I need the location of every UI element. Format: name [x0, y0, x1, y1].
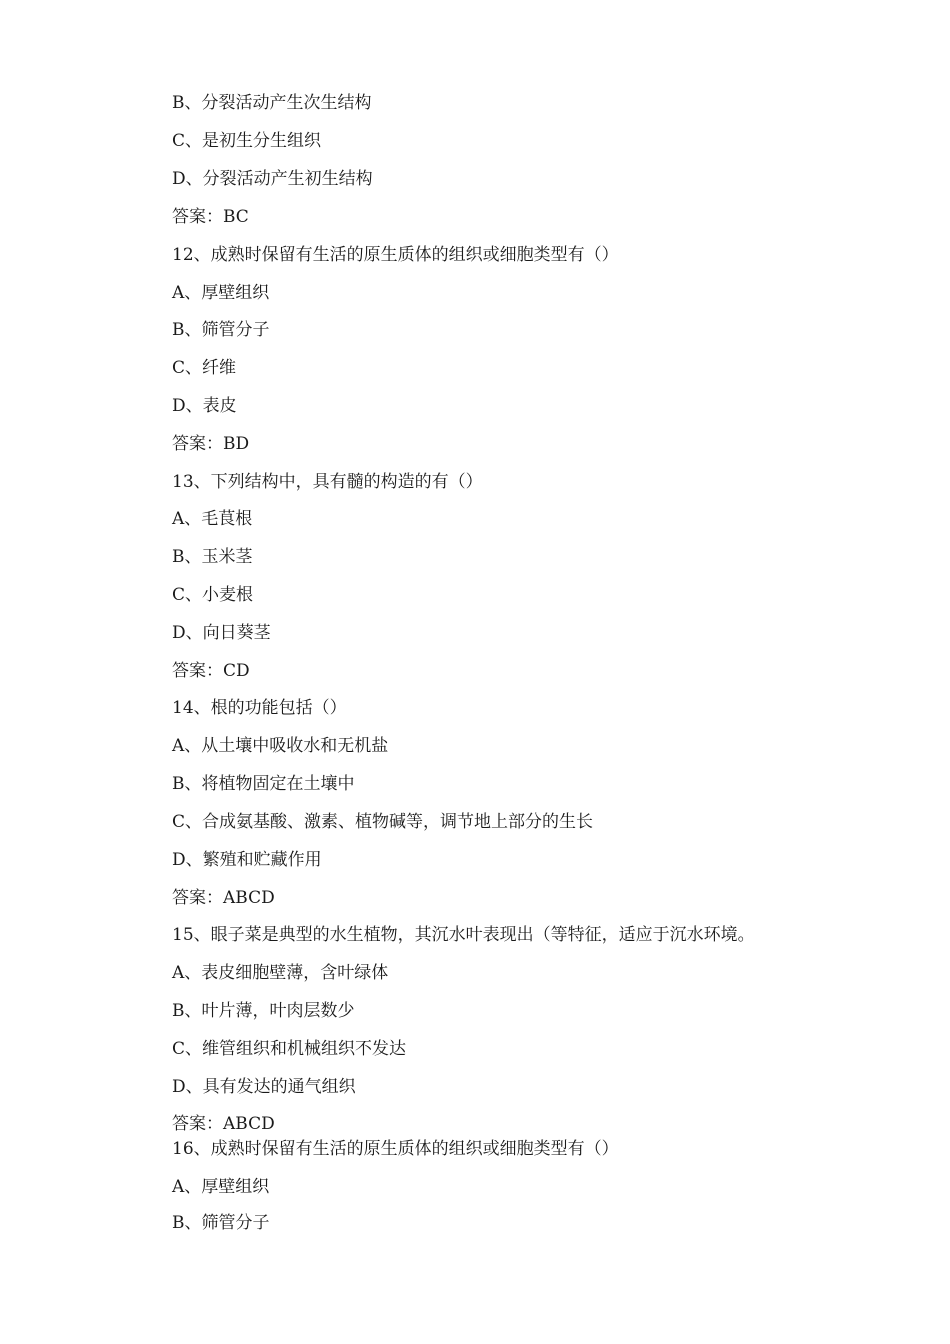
- option-line: A、表皮细胞壁薄，含叶绿体: [172, 963, 389, 983]
- answer-line: 答案：ABCD: [172, 1114, 275, 1134]
- question-line: 12、成熟时保留有生活的原生质体的组织或细胞类型有（）: [172, 245, 619, 265]
- option-line: D、向日葵茎: [172, 623, 271, 643]
- option-line: B、将植物固定在土壤中: [172, 774, 355, 794]
- answer-line: 答案：ABCD: [172, 888, 275, 908]
- option-line: D、分裂活动产生初生结构: [172, 169, 373, 189]
- option-line: C、纤维: [172, 358, 237, 378]
- option-line: D、表皮: [172, 396, 237, 416]
- option-line: D、繁殖和贮藏作用: [172, 850, 322, 870]
- option-line: A、厚壁组织: [172, 283, 270, 303]
- answer-line: 答案：BD: [172, 434, 250, 454]
- option-line: A、厚壁组织: [172, 1177, 270, 1197]
- option-line: B、玉米茎: [172, 547, 253, 567]
- question-line: 13、下列结构中，具有髓的构造的有（）: [172, 472, 483, 492]
- answer-line: 答案：BC: [172, 207, 249, 227]
- option-line: C、维管组织和机械组织不发达: [172, 1039, 407, 1059]
- question-line: 16、成熟时保留有生活的原生质体的组织或细胞类型有（）: [172, 1139, 619, 1159]
- option-line: B、筛管分子: [172, 320, 270, 340]
- option-line: B、分裂活动产生次生结构: [172, 93, 372, 113]
- option-line: C、是初生分生组织: [172, 131, 322, 151]
- option-line: A、从土壤中吸收水和无机盐: [172, 736, 389, 756]
- option-line: C、合成氨基酸、激素、植物碱等，调节地上部分的生长: [172, 812, 594, 832]
- question-line: 14、根的功能包括（）: [172, 698, 347, 718]
- answer-line: 答案：CD: [172, 661, 250, 681]
- question-line: 15、眼子菜是典型的水生植物，其沉水叶表现出（等特征，适应于沉水环境。: [172, 925, 755, 945]
- option-line: B、叶片薄，叶肉层数少: [172, 1001, 355, 1021]
- option-line: C、小麦根: [172, 585, 254, 605]
- option-line: D、具有发达的通气组织: [172, 1077, 356, 1097]
- option-line: B、筛管分子: [172, 1213, 270, 1233]
- option-line: A、毛茛根: [172, 509, 253, 529]
